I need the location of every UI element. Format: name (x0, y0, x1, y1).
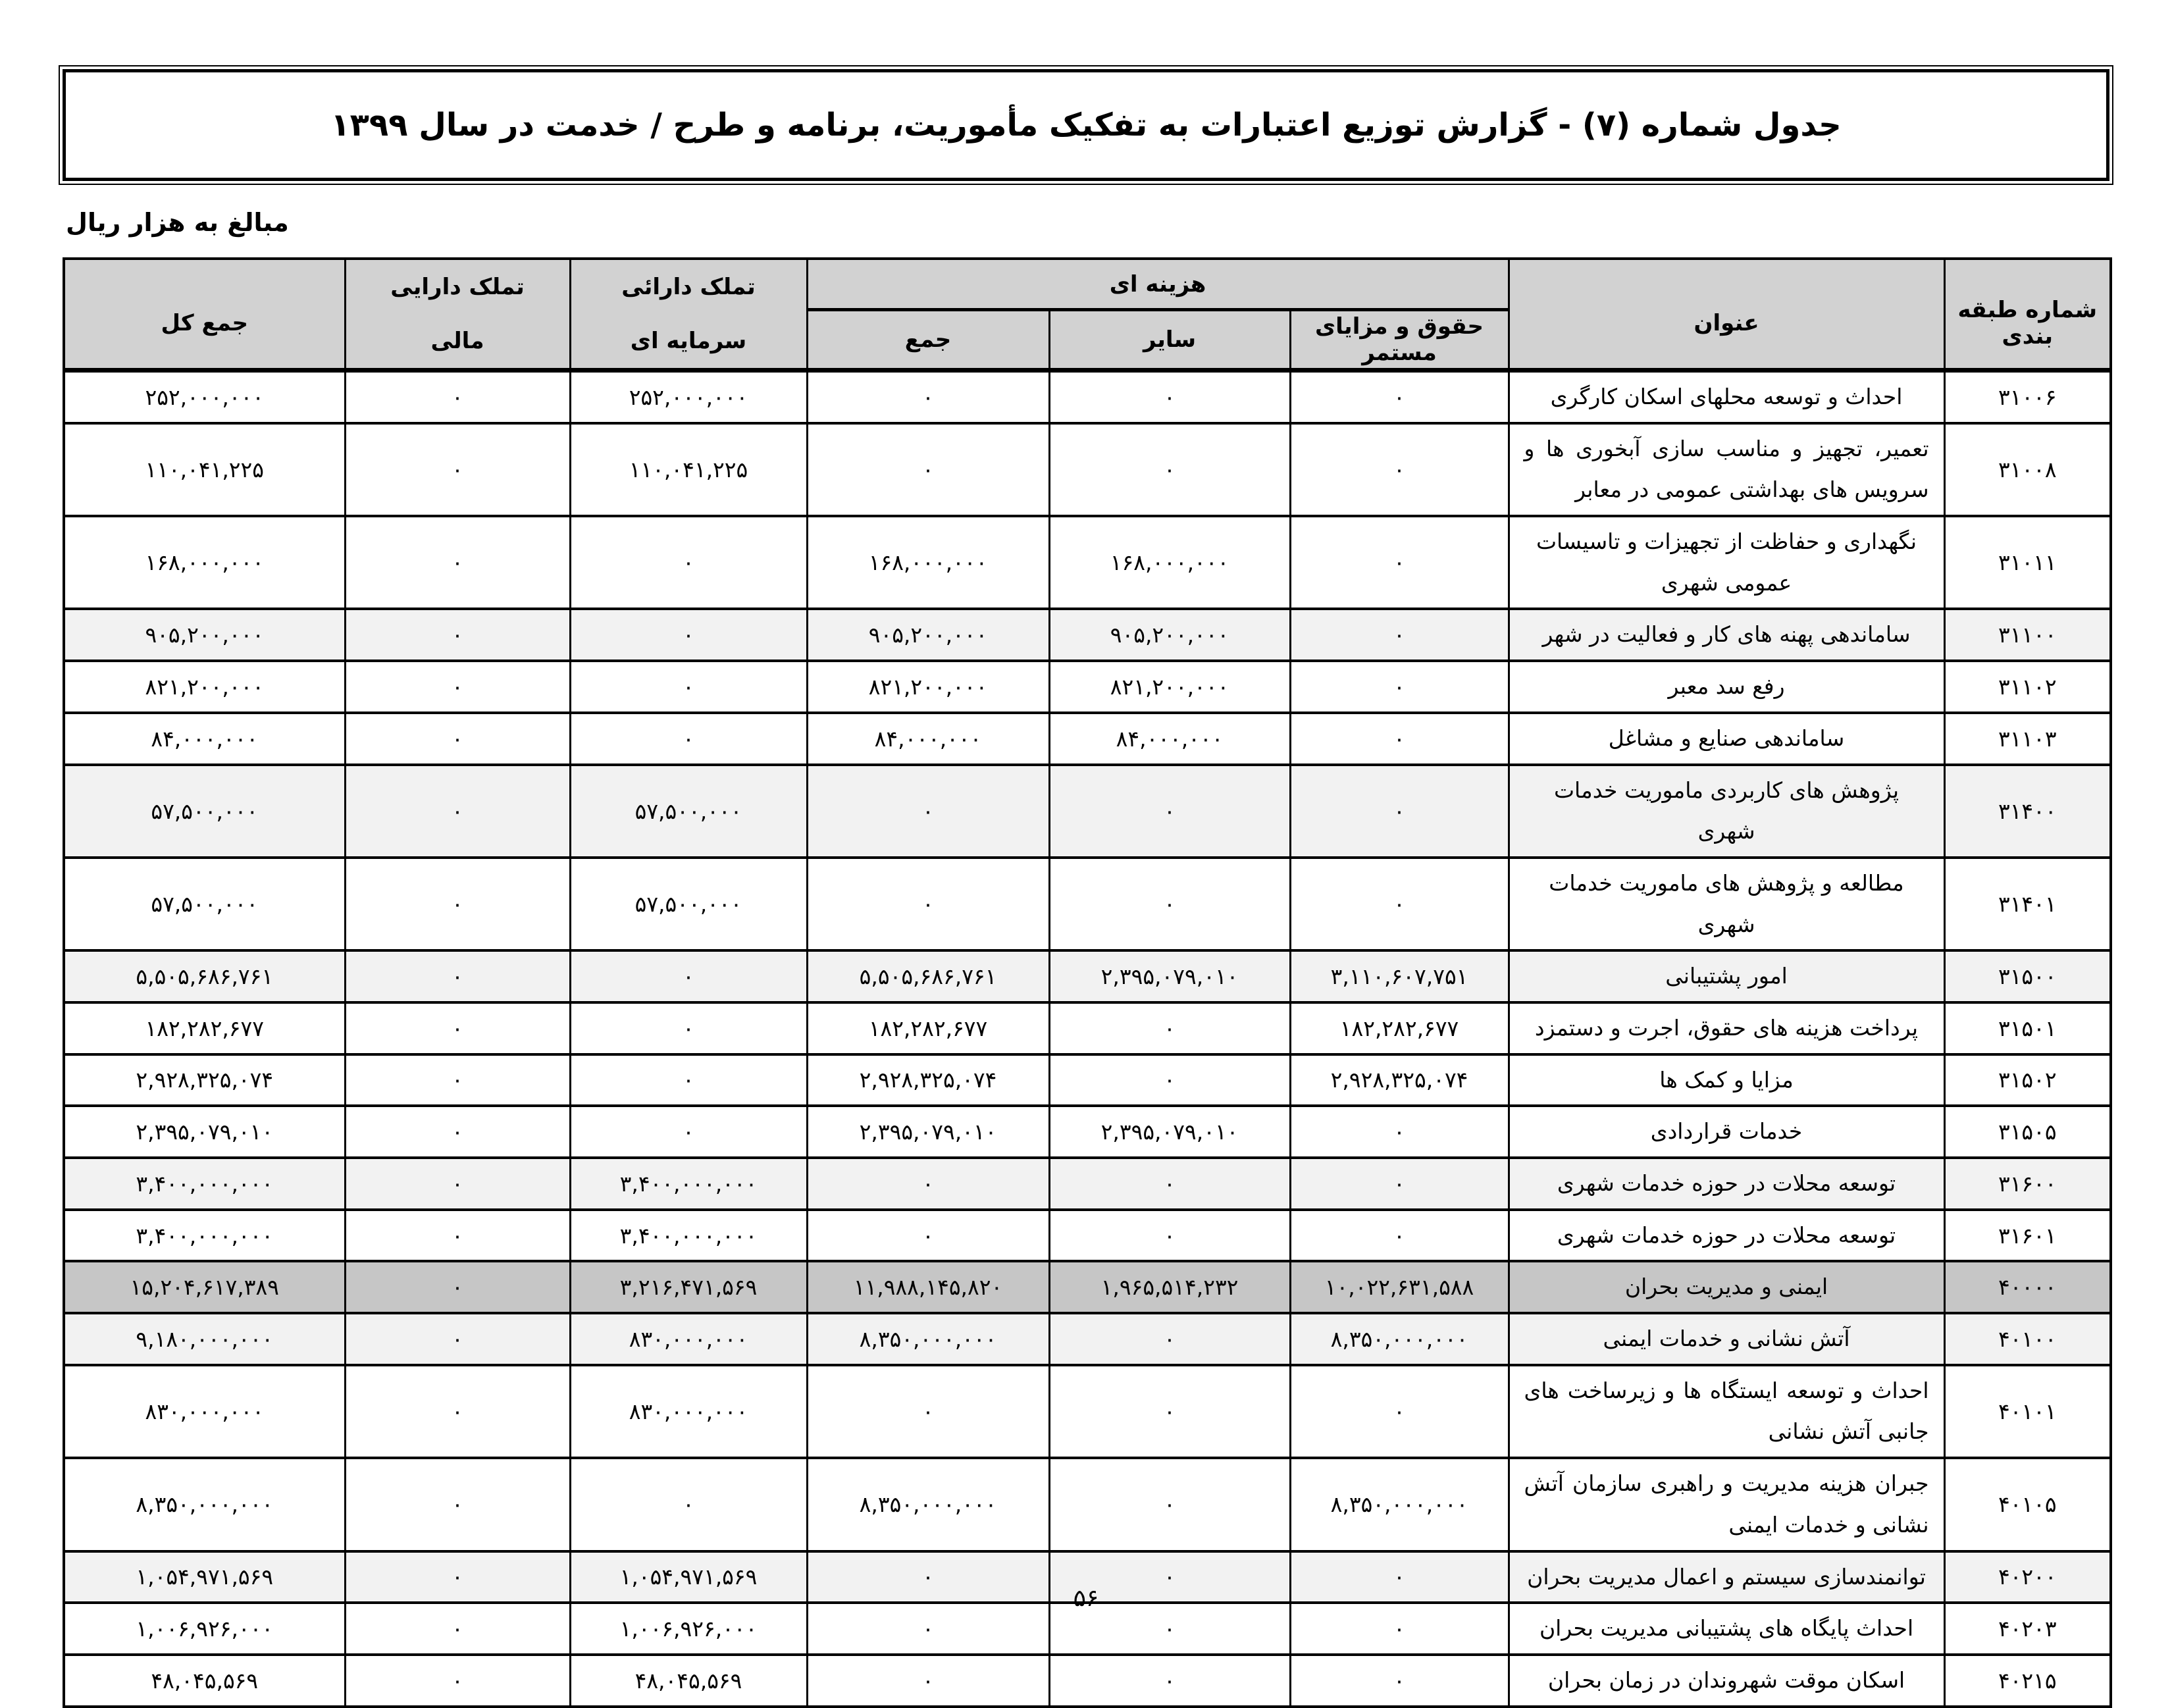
cell-capital: ۰ (570, 516, 807, 609)
budget-table (63, 257, 2112, 1708)
cell-code: ۳۱۶۰۰ (1944, 1158, 2111, 1210)
cell-capital: ۳,۴۰۰,۰۰۰,۰۰۰ (570, 1210, 807, 1262)
cell-salary: ۰ (1290, 516, 1509, 609)
cell-financial: ۰ (345, 516, 570, 609)
cell-grand-total: ۱۱۰,۰۴۱,۲۲۵ (64, 423, 345, 516)
cell-capital: ۸۳۰,۰۰۰,۰۰۰ (570, 1365, 807, 1458)
table-row (64, 713, 2111, 765)
cell-title: مطالعه و پژوهش های ماموریت خدمات شهری (1509, 858, 1944, 950)
cell-financial: ۰ (345, 1002, 570, 1054)
cell-grand-total: ۵,۵۰۵,۶۸۶,۷۶۱ (64, 950, 345, 1002)
cell-expense-total: ۰ (807, 1551, 1049, 1603)
cell-grand-total: ۸,۳۵۰,۰۰۰,۰۰۰ (64, 1458, 345, 1551)
cell-financial: ۰ (345, 371, 570, 423)
table-row (64, 765, 2111, 858)
cell-grand-total: ۲۵۲,۰۰۰,۰۰۰ (64, 371, 345, 423)
table-row (64, 609, 2111, 661)
cell-grand-total: ۴۸,۰۴۵,۵۶۹ (64, 1655, 345, 1707)
header-capital-line1: تملک دارائی (621, 274, 756, 300)
page-title-box (63, 69, 2109, 181)
cell-expense-total: ۰ (807, 1158, 1049, 1210)
cell-capital: ۰ (570, 1002, 807, 1054)
cell-financial: ۰ (345, 1054, 570, 1106)
cell-salary: ۰ (1290, 1603, 1509, 1655)
cell-capital: ۰ (570, 1106, 807, 1158)
header-expense-other: سایر (1049, 310, 1290, 371)
cell-code: ۳۱۵۰۱ (1944, 1002, 2111, 1054)
cell-title: پرداخت هزینه های حقوق، اجرت و دستمزد (1509, 1002, 1944, 1054)
table-row (64, 1458, 2111, 1551)
cell-other: ۱۶۸,۰۰۰,۰۰۰ (1049, 516, 1290, 609)
cell-expense-total: ۰ (807, 423, 1049, 516)
cell-expense-total: ۲,۹۲۸,۳۲۵,۰۷۴ (807, 1054, 1049, 1106)
cell-financial: ۰ (345, 950, 570, 1002)
cell-title: توسعه محلات در حوزه خدمات شهری (1509, 1158, 1944, 1210)
cell-salary: ۰ (1290, 371, 1509, 423)
cell-salary: ۰ (1290, 858, 1509, 950)
cell-title: احداث پایگاه های پشتیبانی مدیریت بحران (1509, 1603, 1944, 1655)
table-body (64, 371, 2111, 1707)
cell-expense-total: ۸,۳۵۰,۰۰۰,۰۰۰ (807, 1458, 1049, 1551)
cell-code: ۳۱۱۰۰ (1944, 609, 2111, 661)
cell-salary: ۱۸۲,۲۸۲,۶۷۷ (1290, 1002, 1509, 1054)
cell-grand-total: ۱۵,۲۰۴,۶۱۷,۳۸۹ (64, 1261, 345, 1313)
cell-grand-total: ۵۷,۵۰۰,۰۰۰ (64, 765, 345, 858)
cell-capital: ۵۷,۵۰۰,۰۰۰ (570, 765, 807, 858)
cell-other: ۲,۳۹۵,۰۷۹,۰۱۰ (1049, 1106, 1290, 1158)
cell-capital: ۰ (570, 950, 807, 1002)
cell-title: نگهداری و حفاظت از تجهیزات و تاسیسات عمومی شهری (1509, 516, 1944, 609)
cell-title: امور پشتیبانی (1509, 950, 1944, 1002)
cell-code: ۴۰۰۰۰ (1944, 1261, 2111, 1313)
cell-code: ۳۱۰۰۸ (1944, 423, 2111, 516)
table-row (64, 1210, 2111, 1262)
cell-financial: ۰ (345, 1210, 570, 1262)
cell-expense-total: ۹۰۵,۲۰۰,۰۰۰ (807, 609, 1049, 661)
unit-note: مبالغ به هزار ریال (66, 208, 289, 237)
cell-expense-total: ۱۶۸,۰۰۰,۰۰۰ (807, 516, 1049, 609)
cell-capital: ۴۸,۰۴۵,۵۶۹ (570, 1655, 807, 1707)
cell-financial: ۰ (345, 765, 570, 858)
cell-capital: ۰ (570, 1054, 807, 1106)
cell-code: ۴۰۱۰۵ (1944, 1458, 2111, 1551)
cell-salary: ۰ (1290, 1365, 1509, 1458)
cell-salary: ۳,۱۱۰,۶۰۷,۷۵۱ (1290, 950, 1509, 1002)
cell-code: ۳۱۵۰۵ (1944, 1106, 2111, 1158)
cell-capital: ۱,۰۰۶,۹۲۶,۰۰۰ (570, 1603, 807, 1655)
cell-salary: ۰ (1290, 1158, 1509, 1210)
cell-code: ۳۱۵۰۲ (1944, 1054, 2111, 1106)
cell-financial: ۰ (345, 1261, 570, 1313)
cell-salary: ۸,۳۵۰,۰۰۰,۰۰۰ (1290, 1313, 1509, 1365)
header-financial-assets (345, 259, 570, 371)
cell-financial: ۰ (345, 423, 570, 516)
cell-salary: ۰ (1290, 1106, 1509, 1158)
cell-other: ۰ (1049, 858, 1290, 950)
header-expense-group: هزینه ای (807, 259, 1509, 310)
header-classification: شماره طبقه بندی (1944, 259, 2111, 371)
cell-title: ساماندهی پهنه های کار و فعالیت در شهر (1509, 609, 1944, 661)
cell-code: ۴۰۱۰۰ (1944, 1313, 2111, 1365)
cell-salary: ۰ (1290, 1210, 1509, 1262)
table-row (64, 371, 2111, 423)
table-row (64, 1002, 2111, 1054)
cell-title: جبران هزینه مدیریت و راهبری سازمان آتش نشانی و خدمات ایمنی (1509, 1458, 1944, 1551)
cell-code: ۴۰۲۰۳ (1944, 1603, 2111, 1655)
cell-capital: ۰ (570, 1458, 807, 1551)
cell-financial: ۰ (345, 1158, 570, 1210)
cell-financial: ۰ (345, 1551, 570, 1603)
cell-other: ۰ (1049, 1365, 1290, 1458)
table-row (64, 516, 2111, 609)
cell-title: احداث و توسعه محلهای اسکان کارگری (1509, 371, 1944, 423)
cell-grand-total: ۸۳۰,۰۰۰,۰۰۰ (64, 1365, 345, 1458)
cell-capital: ۵۷,۵۰۰,۰۰۰ (570, 858, 807, 950)
cell-grand-total: ۱,۰۰۶,۹۲۶,۰۰۰ (64, 1603, 345, 1655)
cell-grand-total: ۱۶۸,۰۰۰,۰۰۰ (64, 516, 345, 609)
cell-code: ۴۰۱۰۱ (1944, 1365, 2111, 1458)
cell-grand-total: ۹۰۵,۲۰۰,۰۰۰ (64, 609, 345, 661)
table-row (64, 423, 2111, 516)
table-row (64, 1158, 2111, 1210)
table-row (64, 1054, 2111, 1106)
cell-financial: ۰ (345, 661, 570, 713)
cell-title: اسکان موقت شهروندان در زمان بحران (1509, 1655, 1944, 1707)
cell-capital: ۱,۰۵۴,۹۷۱,۵۶۹ (570, 1551, 807, 1603)
cell-expense-total: ۰ (807, 858, 1049, 950)
cell-other: ۲,۳۹۵,۰۷۹,۰۱۰ (1049, 950, 1290, 1002)
cell-code: ۴۰۲۱۵ (1944, 1655, 2111, 1707)
cell-title: احداث و توسعه ایستگاه ها و زیرساخت های جانبی آتش نشانی (1509, 1365, 1944, 1458)
cell-expense-total: ۰ (807, 1365, 1049, 1458)
cell-title: خدمات قراردادی (1509, 1106, 1944, 1158)
table-row (64, 1106, 2111, 1158)
table-row (64, 858, 2111, 950)
header-title: عنوان (1509, 259, 1944, 371)
cell-code: ۳۱۰۰۶ (1944, 371, 2111, 423)
cell-salary: ۸,۳۵۰,۰۰۰,۰۰۰ (1290, 1458, 1509, 1551)
cell-title: پژوهش های کاربردی ماموریت خدمات شهری (1509, 765, 1944, 858)
cell-expense-total: ۰ (807, 1603, 1049, 1655)
cell-expense-total: ۰ (807, 371, 1049, 423)
cell-salary: ۰ (1290, 609, 1509, 661)
cell-code: ۳۱۶۰۱ (1944, 1210, 2111, 1262)
table-row (64, 1261, 2111, 1313)
cell-financial: ۰ (345, 1365, 570, 1458)
table-row (64, 661, 2111, 713)
cell-title: توانمندسازی سیستم و اعمال مدیریت بحران (1509, 1551, 1944, 1603)
cell-other: ۰ (1049, 1313, 1290, 1365)
cell-expense-total: ۰ (807, 1655, 1049, 1707)
cell-financial: ۰ (345, 609, 570, 661)
cell-grand-total: ۵۷,۵۰۰,۰۰۰ (64, 858, 345, 950)
cell-expense-total: ۸۲۱,۲۰۰,۰۰۰ (807, 661, 1049, 713)
cell-capital: ۰ (570, 713, 807, 765)
cell-salary: ۱۰,۰۲۲,۶۳۱,۵۸۸ (1290, 1261, 1509, 1313)
cell-salary: ۰ (1290, 661, 1509, 713)
cell-title: ایمنی و مدیریت بحران (1509, 1261, 1944, 1313)
cell-salary: ۲,۹۲۸,۳۲۵,۰۷۴ (1290, 1054, 1509, 1106)
cell-title: رفع سد معبر (1509, 661, 1944, 713)
cell-financial: ۰ (345, 858, 570, 950)
cell-other: ۹۰۵,۲۰۰,۰۰۰ (1049, 609, 1290, 661)
cell-capital: ۳,۴۰۰,۰۰۰,۰۰۰ (570, 1158, 807, 1210)
cell-grand-total: ۹,۱۸۰,۰۰۰,۰۰۰ (64, 1313, 345, 1365)
table-row (64, 1313, 2111, 1365)
cell-code: ۳۱۴۰۱ (1944, 858, 2111, 950)
cell-other: ۸۲۱,۲۰۰,۰۰۰ (1049, 661, 1290, 713)
cell-grand-total: ۸۲۱,۲۰۰,۰۰۰ (64, 661, 345, 713)
cell-other: ۰ (1049, 1158, 1290, 1210)
cell-capital: ۲۵۲,۰۰۰,۰۰۰ (570, 371, 807, 423)
page-title: جدول شماره (۷) - گزارش توزیع اعتبارات به تفکیک مأموریت، برنامه و طرح / خدمت در سال ۱۳۹۹ (330, 107, 1842, 143)
cell-other: ۰ (1049, 1603, 1290, 1655)
cell-expense-total: ۸۴,۰۰۰,۰۰۰ (807, 713, 1049, 765)
cell-expense-total: ۱۸۲,۲۸۲,۶۷۷ (807, 1002, 1049, 1054)
cell-capital: ۸۳۰,۰۰۰,۰۰۰ (570, 1313, 807, 1365)
cell-title: توسعه محلات در حوزه خدمات شهری (1509, 1210, 1944, 1262)
cell-code: ۳۱۵۰۰ (1944, 950, 2111, 1002)
cell-financial: ۰ (345, 1313, 570, 1365)
cell-expense-total: ۸,۳۵۰,۰۰۰,۰۰۰ (807, 1313, 1049, 1365)
cell-other: ۰ (1049, 423, 1290, 516)
cell-code: ۳۱۴۰۰ (1944, 765, 2111, 858)
header-expense-total: جمع (807, 310, 1049, 371)
cell-code: ۳۱۱۰۲ (1944, 661, 2111, 713)
cell-other: ۰ (1049, 1458, 1290, 1551)
cell-other: ۰ (1049, 1551, 1290, 1603)
header-grand-total: جمع کل (64, 259, 345, 371)
cell-grand-total: ۱,۰۵۴,۹۷۱,۵۶۹ (64, 1551, 345, 1603)
table-row (64, 950, 2111, 1002)
cell-capital: ۳,۲۱۶,۴۷۱,۵۶۹ (570, 1261, 807, 1313)
table-header (64, 259, 2111, 371)
header-financial-line2: مالی (430, 328, 484, 354)
cell-financial: ۰ (345, 1458, 570, 1551)
cell-title: ساماندهی صنایع و مشاغل (1509, 713, 1944, 765)
cell-other: ۰ (1049, 1655, 1290, 1707)
cell-code: ۳۱۱۰۳ (1944, 713, 2111, 765)
cell-code: ۴۰۲۰۰ (1944, 1551, 2111, 1603)
cell-other: ۱,۹۶۵,۵۱۴,۲۳۲ (1049, 1261, 1290, 1313)
table-row (64, 1365, 2111, 1458)
cell-financial: ۰ (345, 1106, 570, 1158)
cell-financial: ۰ (345, 1655, 570, 1707)
cell-title: آتش نشانی و خدمات ایمنی (1509, 1313, 1944, 1365)
cell-other: ۰ (1049, 1210, 1290, 1262)
header-capital-assets (570, 259, 807, 371)
header-expense-salary: حقوق و مزایای مستمر (1290, 310, 1509, 371)
cell-financial: ۰ (345, 713, 570, 765)
header-financial-line1: تملک دارایی (390, 274, 525, 300)
cell-capital: ۱۱۰,۰۴۱,۲۲۵ (570, 423, 807, 516)
table-row (64, 1655, 2111, 1707)
cell-grand-total: ۸۴,۰۰۰,۰۰۰ (64, 713, 345, 765)
cell-other: ۰ (1049, 765, 1290, 858)
cell-expense-total: ۲,۳۹۵,۰۷۹,۰۱۰ (807, 1106, 1049, 1158)
cell-other: ۰ (1049, 1054, 1290, 1106)
cell-title: تعمیر، تجهیز و مناسب سازی آبخوری ها و سرویس های بهداشتی عمومی در معابر (1509, 423, 1944, 516)
cell-salary: ۰ (1290, 765, 1509, 858)
cell-salary: ۰ (1290, 713, 1509, 765)
cell-grand-total: ۱۸۲,۲۸۲,۶۷۷ (64, 1002, 345, 1054)
cell-expense-total: ۰ (807, 1210, 1049, 1262)
cell-expense-total: ۰ (807, 765, 1049, 858)
cell-other: ۰ (1049, 371, 1290, 423)
cell-capital: ۰ (570, 661, 807, 713)
cell-salary: ۰ (1290, 1551, 1509, 1603)
cell-expense-total: ۵,۵۰۵,۶۸۶,۷۶۱ (807, 950, 1049, 1002)
cell-salary: ۰ (1290, 423, 1509, 516)
cell-code: ۳۱۰۱۱ (1944, 516, 2111, 609)
cell-expense-total: ۱۱,۹۸۸,۱۴۵,۸۲۰ (807, 1261, 1049, 1313)
cell-grand-total: ۲,۳۹۵,۰۷۹,۰۱۰ (64, 1106, 345, 1158)
cell-grand-total: ۲,۹۲۸,۳۲۵,۰۷۴ (64, 1054, 345, 1106)
header-capital-line2: سرمایه ای (630, 328, 747, 354)
cell-title: مزایا و کمک ها (1509, 1054, 1944, 1106)
cell-grand-total: ۳,۴۰۰,۰۰۰,۰۰۰ (64, 1210, 345, 1262)
cell-other: ۸۴,۰۰۰,۰۰۰ (1049, 713, 1290, 765)
cell-capital: ۰ (570, 609, 807, 661)
cell-other: ۰ (1049, 1002, 1290, 1054)
cell-grand-total: ۳,۴۰۰,۰۰۰,۰۰۰ (64, 1158, 345, 1210)
page-number: ۵۶ (1073, 1585, 1099, 1612)
cell-salary: ۰ (1290, 1655, 1509, 1707)
cell-financial: ۰ (345, 1603, 570, 1655)
